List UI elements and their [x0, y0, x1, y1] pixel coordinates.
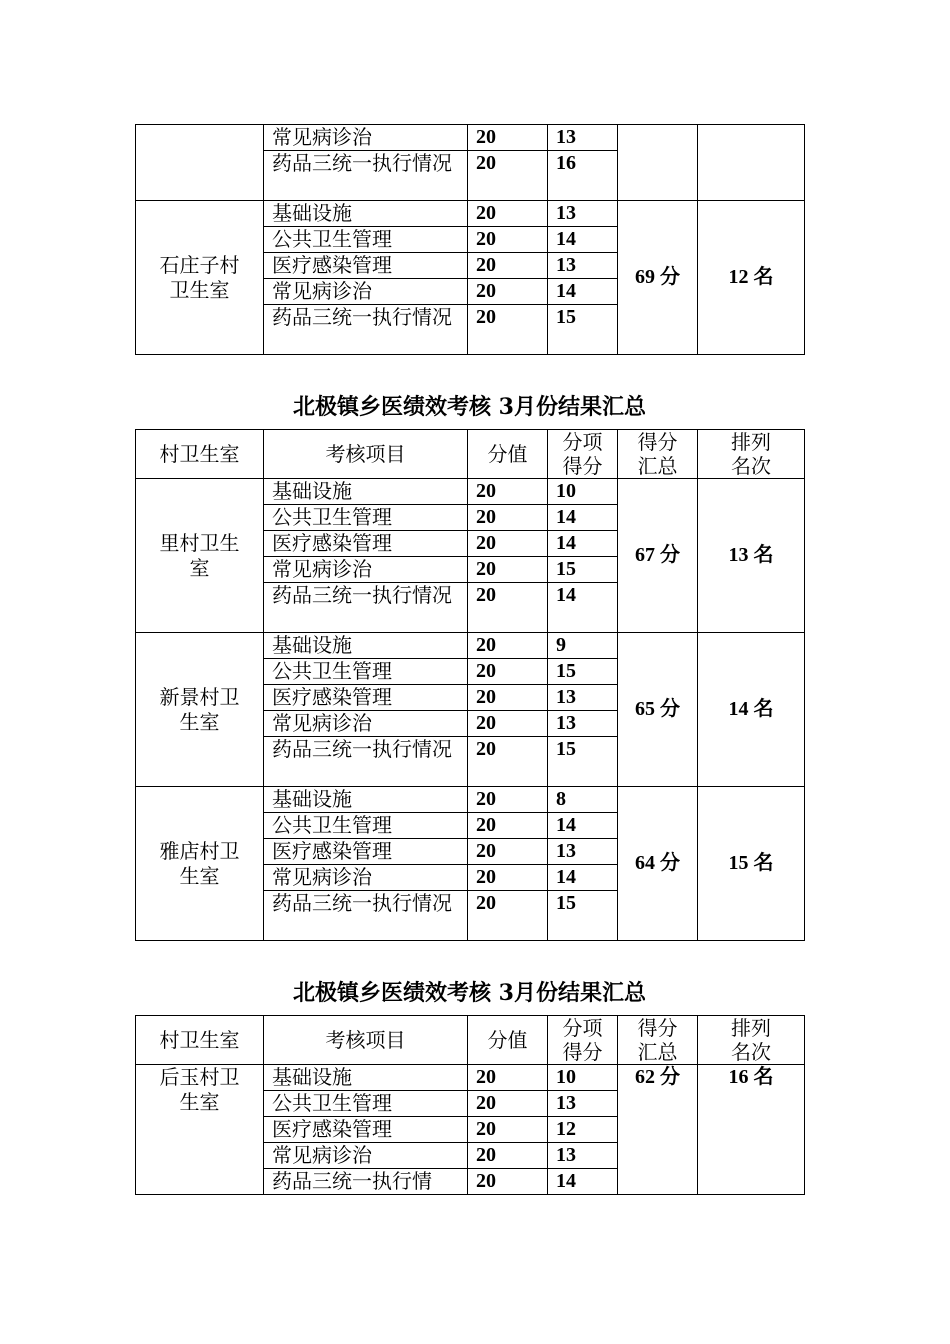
score-cell: 16 — [548, 151, 618, 201]
item-cell: 基础设施 — [264, 1065, 468, 1091]
item-cell: 公共卫生管理 — [264, 813, 468, 839]
clinic-name: 新景村卫生室 — [136, 633, 264, 787]
item-cell: 药品三统一执行情况 — [264, 737, 468, 787]
score-cell: 13 — [548, 253, 618, 279]
table-row — [136, 1065, 805, 1091]
item-cell: 常见病诊治 — [264, 557, 468, 583]
rank-empty — [698, 125, 805, 201]
total-empty — [618, 125, 698, 201]
score-cell: 13 — [548, 201, 618, 227]
item-cell: 基础设施 — [264, 201, 468, 227]
score-cell: 9 — [548, 633, 618, 659]
value-cell: 20 — [468, 151, 548, 201]
value-cell: 20 — [468, 1091, 548, 1117]
score-cell: 10 — [548, 1065, 618, 1091]
value-cell: 20 — [468, 737, 548, 787]
item-cell: 常见病诊治 — [264, 279, 468, 305]
score-cell: 13 — [548, 1143, 618, 1169]
value-cell: 20 — [468, 557, 548, 583]
value-cell: 20 — [468, 583, 548, 633]
score-cell: 13 — [548, 125, 618, 151]
clinic-name-empty — [136, 125, 264, 201]
item-cell: 常见病诊治 — [264, 125, 468, 151]
item-cell: 公共卫生管理 — [264, 1091, 468, 1117]
value-cell: 20 — [468, 787, 548, 813]
score-table-block-2 — [135, 1015, 804, 1195]
total-score: 67 分 — [618, 479, 698, 633]
table-row — [136, 479, 805, 505]
item-cell: 常见病诊治 — [264, 1143, 468, 1169]
clinic-name: 雅店村卫生室 — [136, 787, 264, 941]
header-rank: 排列名次 — [698, 1016, 805, 1065]
score-cell: 14 — [548, 531, 618, 557]
value-cell: 20 — [468, 813, 548, 839]
score-cell: 14 — [548, 227, 618, 253]
section-title-repeat: 北极镇乡医绩效考核 3月份结果汇总 — [293, 980, 646, 1006]
rank: 16 名 — [698, 1065, 805, 1195]
item-cell: 基础设施 — [264, 787, 468, 813]
rank: 15 名 — [698, 787, 805, 941]
value-cell: 20 — [468, 839, 548, 865]
value-cell: 20 — [468, 865, 548, 891]
rank: 14 名 — [698, 633, 805, 787]
item-cell: 药品三统一执行情况 — [264, 891, 468, 941]
table-header-row — [136, 430, 805, 479]
item-cell: 药品三统一执行情 — [264, 1169, 468, 1195]
score-table-march — [135, 429, 805, 941]
value-cell: 20 — [468, 711, 548, 737]
item-cell: 医疗感染管理 — [264, 531, 468, 557]
item-cell: 常见病诊治 — [264, 711, 468, 737]
total-score: 69 分 — [618, 201, 698, 355]
header-clinic: 村卫生室 — [136, 1016, 264, 1065]
value-cell: 20 — [468, 227, 548, 253]
clinic-name: 石庄子村卫生室 — [136, 201, 264, 355]
score-cell: 15 — [548, 659, 618, 685]
item-cell: 药品三统一执行情况 — [264, 305, 468, 355]
value-cell: 20 — [468, 633, 548, 659]
score-cell: 8 — [548, 787, 618, 813]
partial-score-table — [135, 124, 805, 355]
table-row — [136, 125, 805, 151]
table-row — [136, 201, 805, 227]
total-score: 64 分 — [618, 787, 698, 941]
value-cell: 20 — [468, 1143, 548, 1169]
value-cell: 20 — [468, 253, 548, 279]
score-cell: 14 — [548, 865, 618, 891]
value-cell: 20 — [468, 1065, 548, 1091]
item-cell: 公共卫生管理 — [264, 505, 468, 531]
clinic-name: 里村卫生室 — [136, 479, 264, 633]
score-table-march-2 — [135, 1015, 805, 1195]
score-cell: 15 — [548, 737, 618, 787]
item-cell: 公共卫生管理 — [264, 659, 468, 685]
score-cell: 13 — [548, 1091, 618, 1117]
score-cell: 10 — [548, 479, 618, 505]
total-score: 65 分 — [618, 633, 698, 787]
score-cell: 14 — [548, 583, 618, 633]
value-cell: 20 — [468, 505, 548, 531]
value-cell: 20 — [468, 201, 548, 227]
table-header-row — [136, 1016, 805, 1065]
value-cell: 20 — [468, 685, 548, 711]
score-cell: 15 — [548, 557, 618, 583]
value-cell: 20 — [468, 531, 548, 557]
item-cell: 医疗感染管理 — [264, 253, 468, 279]
score-cell: 14 — [548, 279, 618, 305]
item-cell: 药品三统一执行情况 — [264, 583, 468, 633]
item-cell: 医疗感染管理 — [264, 1117, 468, 1143]
item-cell: 医疗感染管理 — [264, 685, 468, 711]
table-row — [136, 787, 805, 813]
section-title: 北极镇乡医绩效考核 3月份结果汇总 — [293, 394, 646, 420]
item-cell: 基础设施 — [264, 633, 468, 659]
total-score: 62 分 — [618, 1065, 698, 1195]
value-cell: 20 — [468, 1117, 548, 1143]
value-cell: 20 — [468, 1169, 548, 1195]
item-cell: 公共卫生管理 — [264, 227, 468, 253]
score-table-body — [136, 479, 805, 941]
score-cell: 14 — [548, 505, 618, 531]
table-row — [136, 633, 805, 659]
header-value: 分值 — [468, 1016, 548, 1065]
header-item: 考核项目 — [264, 430, 468, 479]
score-cell: 14 — [548, 1169, 618, 1195]
score-cell: 15 — [548, 891, 618, 941]
item-cell: 常见病诊治 — [264, 865, 468, 891]
score-cell: 15 — [548, 305, 618, 355]
score-cell: 12 — [548, 1117, 618, 1143]
score-cell: 13 — [548, 839, 618, 865]
partial-table-block — [135, 124, 804, 355]
item-cell: 药品三统一执行情况 — [264, 151, 468, 201]
rank: 12 名 — [698, 201, 805, 355]
header-clinic: 村卫生室 — [136, 430, 264, 479]
header-item: 考核项目 — [264, 1016, 468, 1065]
header-total: 得分汇总 — [618, 1016, 698, 1065]
value-cell: 20 — [468, 891, 548, 941]
item-cell: 基础设施 — [264, 479, 468, 505]
clinic-name: 后玉村卫生室 — [136, 1065, 264, 1195]
value-cell: 20 — [468, 125, 548, 151]
header-rank: 排列名次 — [698, 430, 805, 479]
header-subscore: 分项得分 — [548, 1016, 618, 1065]
score-cell: 14 — [548, 813, 618, 839]
value-cell: 20 — [468, 279, 548, 305]
score-cell: 13 — [548, 685, 618, 711]
header-subscore: 分项得分 — [548, 430, 618, 479]
header-value: 分值 — [468, 430, 548, 479]
value-cell: 20 — [468, 659, 548, 685]
value-cell: 20 — [468, 479, 548, 505]
item-cell: 医疗感染管理 — [264, 839, 468, 865]
score-table-block — [135, 429, 804, 941]
header-total: 得分汇总 — [618, 430, 698, 479]
value-cell: 20 — [468, 305, 548, 355]
score-cell: 13 — [548, 711, 618, 737]
rank: 13 名 — [698, 479, 805, 633]
